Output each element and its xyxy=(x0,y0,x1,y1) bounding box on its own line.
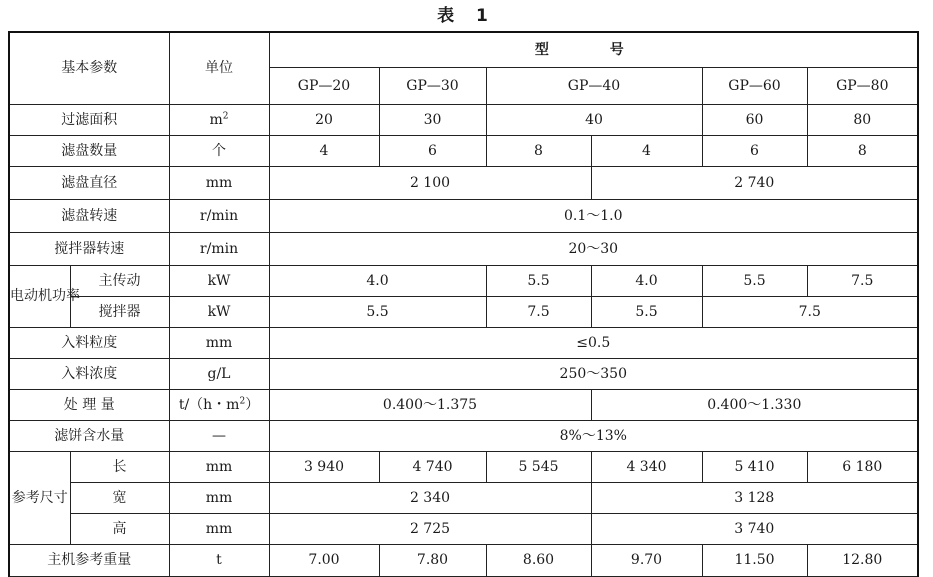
value-cell: 3 740 xyxy=(591,514,918,545)
row-filter-area xyxy=(9,105,918,136)
value-cell: 250～350 xyxy=(269,359,918,390)
row-label: 主传动 xyxy=(70,266,169,297)
value-cell: 30 xyxy=(379,105,486,136)
value-cell: 20 xyxy=(269,105,379,136)
row-label: 滤盘转速 xyxy=(9,200,169,233)
value-cell: 5.5 xyxy=(702,266,807,297)
value-cell: 12.80 xyxy=(807,545,918,577)
model-gp60: GP—60 xyxy=(702,68,807,105)
unit-cell: kW xyxy=(169,297,269,328)
value-cell: 4 xyxy=(591,136,702,167)
group-label-ref-size: 参考尺寸 xyxy=(9,452,70,545)
model-gp80: GP—80 xyxy=(807,68,918,105)
value-cell: 0.400～1.375 xyxy=(269,390,591,421)
value-cell: ≤0.5 xyxy=(269,328,918,359)
model-gp20: GP—20 xyxy=(269,68,379,105)
value-cell: 4 340 xyxy=(591,452,702,483)
value-cell: 5 545 xyxy=(486,452,591,483)
unit-cell: $m^2$ xyxy=(169,105,269,136)
row-weight xyxy=(9,545,918,577)
value-cell: 5.5 xyxy=(486,266,591,297)
value-cell: 8%～13% xyxy=(269,421,918,452)
unit-cell: t xyxy=(169,545,269,577)
value-cell: 8 xyxy=(486,136,591,167)
row-label: 宽 xyxy=(70,483,169,514)
value-cell: 3 940 xyxy=(269,452,379,483)
value-cell: 4.0 xyxy=(591,266,702,297)
value-cell: 4 xyxy=(269,136,379,167)
row-motor-main xyxy=(9,266,918,297)
row-feed-concentration xyxy=(9,359,918,390)
row-length xyxy=(9,452,918,483)
unit-cell: mm xyxy=(169,452,269,483)
base-params-header: 基本参数 xyxy=(9,32,169,105)
value-cell: 7.5 xyxy=(702,297,918,328)
header-row-1 xyxy=(9,32,918,68)
row-disc-count xyxy=(9,136,918,167)
value-cell: 7.5 xyxy=(807,266,918,297)
row-label: 搅拌器转速 xyxy=(9,233,169,266)
value-cell: 40 xyxy=(486,105,702,136)
value-cell: 60 xyxy=(702,105,807,136)
unit-cell: mm xyxy=(169,483,269,514)
row-label: 入料浓度 xyxy=(9,359,169,390)
row-width xyxy=(9,483,918,514)
value-cell: 8.60 xyxy=(486,545,591,577)
unit-cell: mm xyxy=(169,167,269,200)
model-header: 型 号 xyxy=(269,32,918,68)
row-disc-diameter xyxy=(9,167,918,200)
value-cell: 5.5 xyxy=(269,297,486,328)
row-label: 滤饼含水量 xyxy=(9,421,169,452)
row-label: 滤盘直径 xyxy=(9,167,169,200)
row-motor-agitator xyxy=(9,297,918,328)
unit-header: 单位 xyxy=(169,32,269,105)
row-label: 处 理 量 xyxy=(9,390,169,421)
model-gp40: GP—40 xyxy=(486,68,702,105)
value-cell: 2 725 xyxy=(269,514,591,545)
group-label-motor-power: 电动机功率 xyxy=(9,266,70,328)
value-cell: 6 xyxy=(379,136,486,167)
table-caption: 表 1 xyxy=(437,6,496,26)
value-cell: 5.5 xyxy=(591,297,702,328)
value-cell: 7.00 xyxy=(269,545,379,577)
value-cell: 4 740 xyxy=(379,452,486,483)
row-feed-size xyxy=(9,328,918,359)
unit-cell: mm xyxy=(169,328,269,359)
row-label: 长 xyxy=(70,452,169,483)
value-cell: 3 128 xyxy=(591,483,918,514)
unit-cell: r/min xyxy=(169,200,269,233)
unit-cell: kW xyxy=(169,266,269,297)
value-cell: 8 xyxy=(807,136,918,167)
value-cell: 2 740 xyxy=(591,167,918,200)
unit-cell: t/（h・$m^2$） xyxy=(169,390,269,421)
specification-table xyxy=(8,31,919,577)
row-capacity xyxy=(9,390,918,421)
row-label: 入料粒度 xyxy=(9,328,169,359)
unit-cell: mm xyxy=(169,514,269,545)
value-cell: 7.5 xyxy=(486,297,591,328)
value-cell: 11.50 xyxy=(702,545,807,577)
value-cell: 6 180 xyxy=(807,452,918,483)
row-height xyxy=(9,514,918,545)
value-cell: 7.80 xyxy=(379,545,486,577)
value-cell: 0.1～1.0 xyxy=(269,200,918,233)
row-agitator-speed xyxy=(9,233,918,266)
row-label: 搅拌器 xyxy=(70,297,169,328)
value-cell: 2 340 xyxy=(269,483,591,514)
value-cell: 5 410 xyxy=(702,452,807,483)
row-label: 高 xyxy=(70,514,169,545)
value-cell: 0.400～1.330 xyxy=(591,390,918,421)
row-label: 主机参考重量 xyxy=(9,545,169,577)
row-label: 过滤面积 xyxy=(9,105,169,136)
unit-cell: — xyxy=(169,421,269,452)
model-gp30: GP—30 xyxy=(379,68,486,105)
row-label: 滤盘数量 xyxy=(9,136,169,167)
value-cell: 6 xyxy=(702,136,807,167)
value-cell: 80 xyxy=(807,105,918,136)
value-cell: 9.70 xyxy=(591,545,702,577)
row-cake-moisture xyxy=(9,421,918,452)
value-cell: 20～30 xyxy=(269,233,918,266)
unit-cell: r/min xyxy=(169,233,269,266)
value-cell: 4.0 xyxy=(269,266,486,297)
unit-cell: 个 xyxy=(169,136,269,167)
unit-cell: g/L xyxy=(169,359,269,390)
value-cell: 2 100 xyxy=(269,167,591,200)
row-disc-speed xyxy=(9,200,918,233)
